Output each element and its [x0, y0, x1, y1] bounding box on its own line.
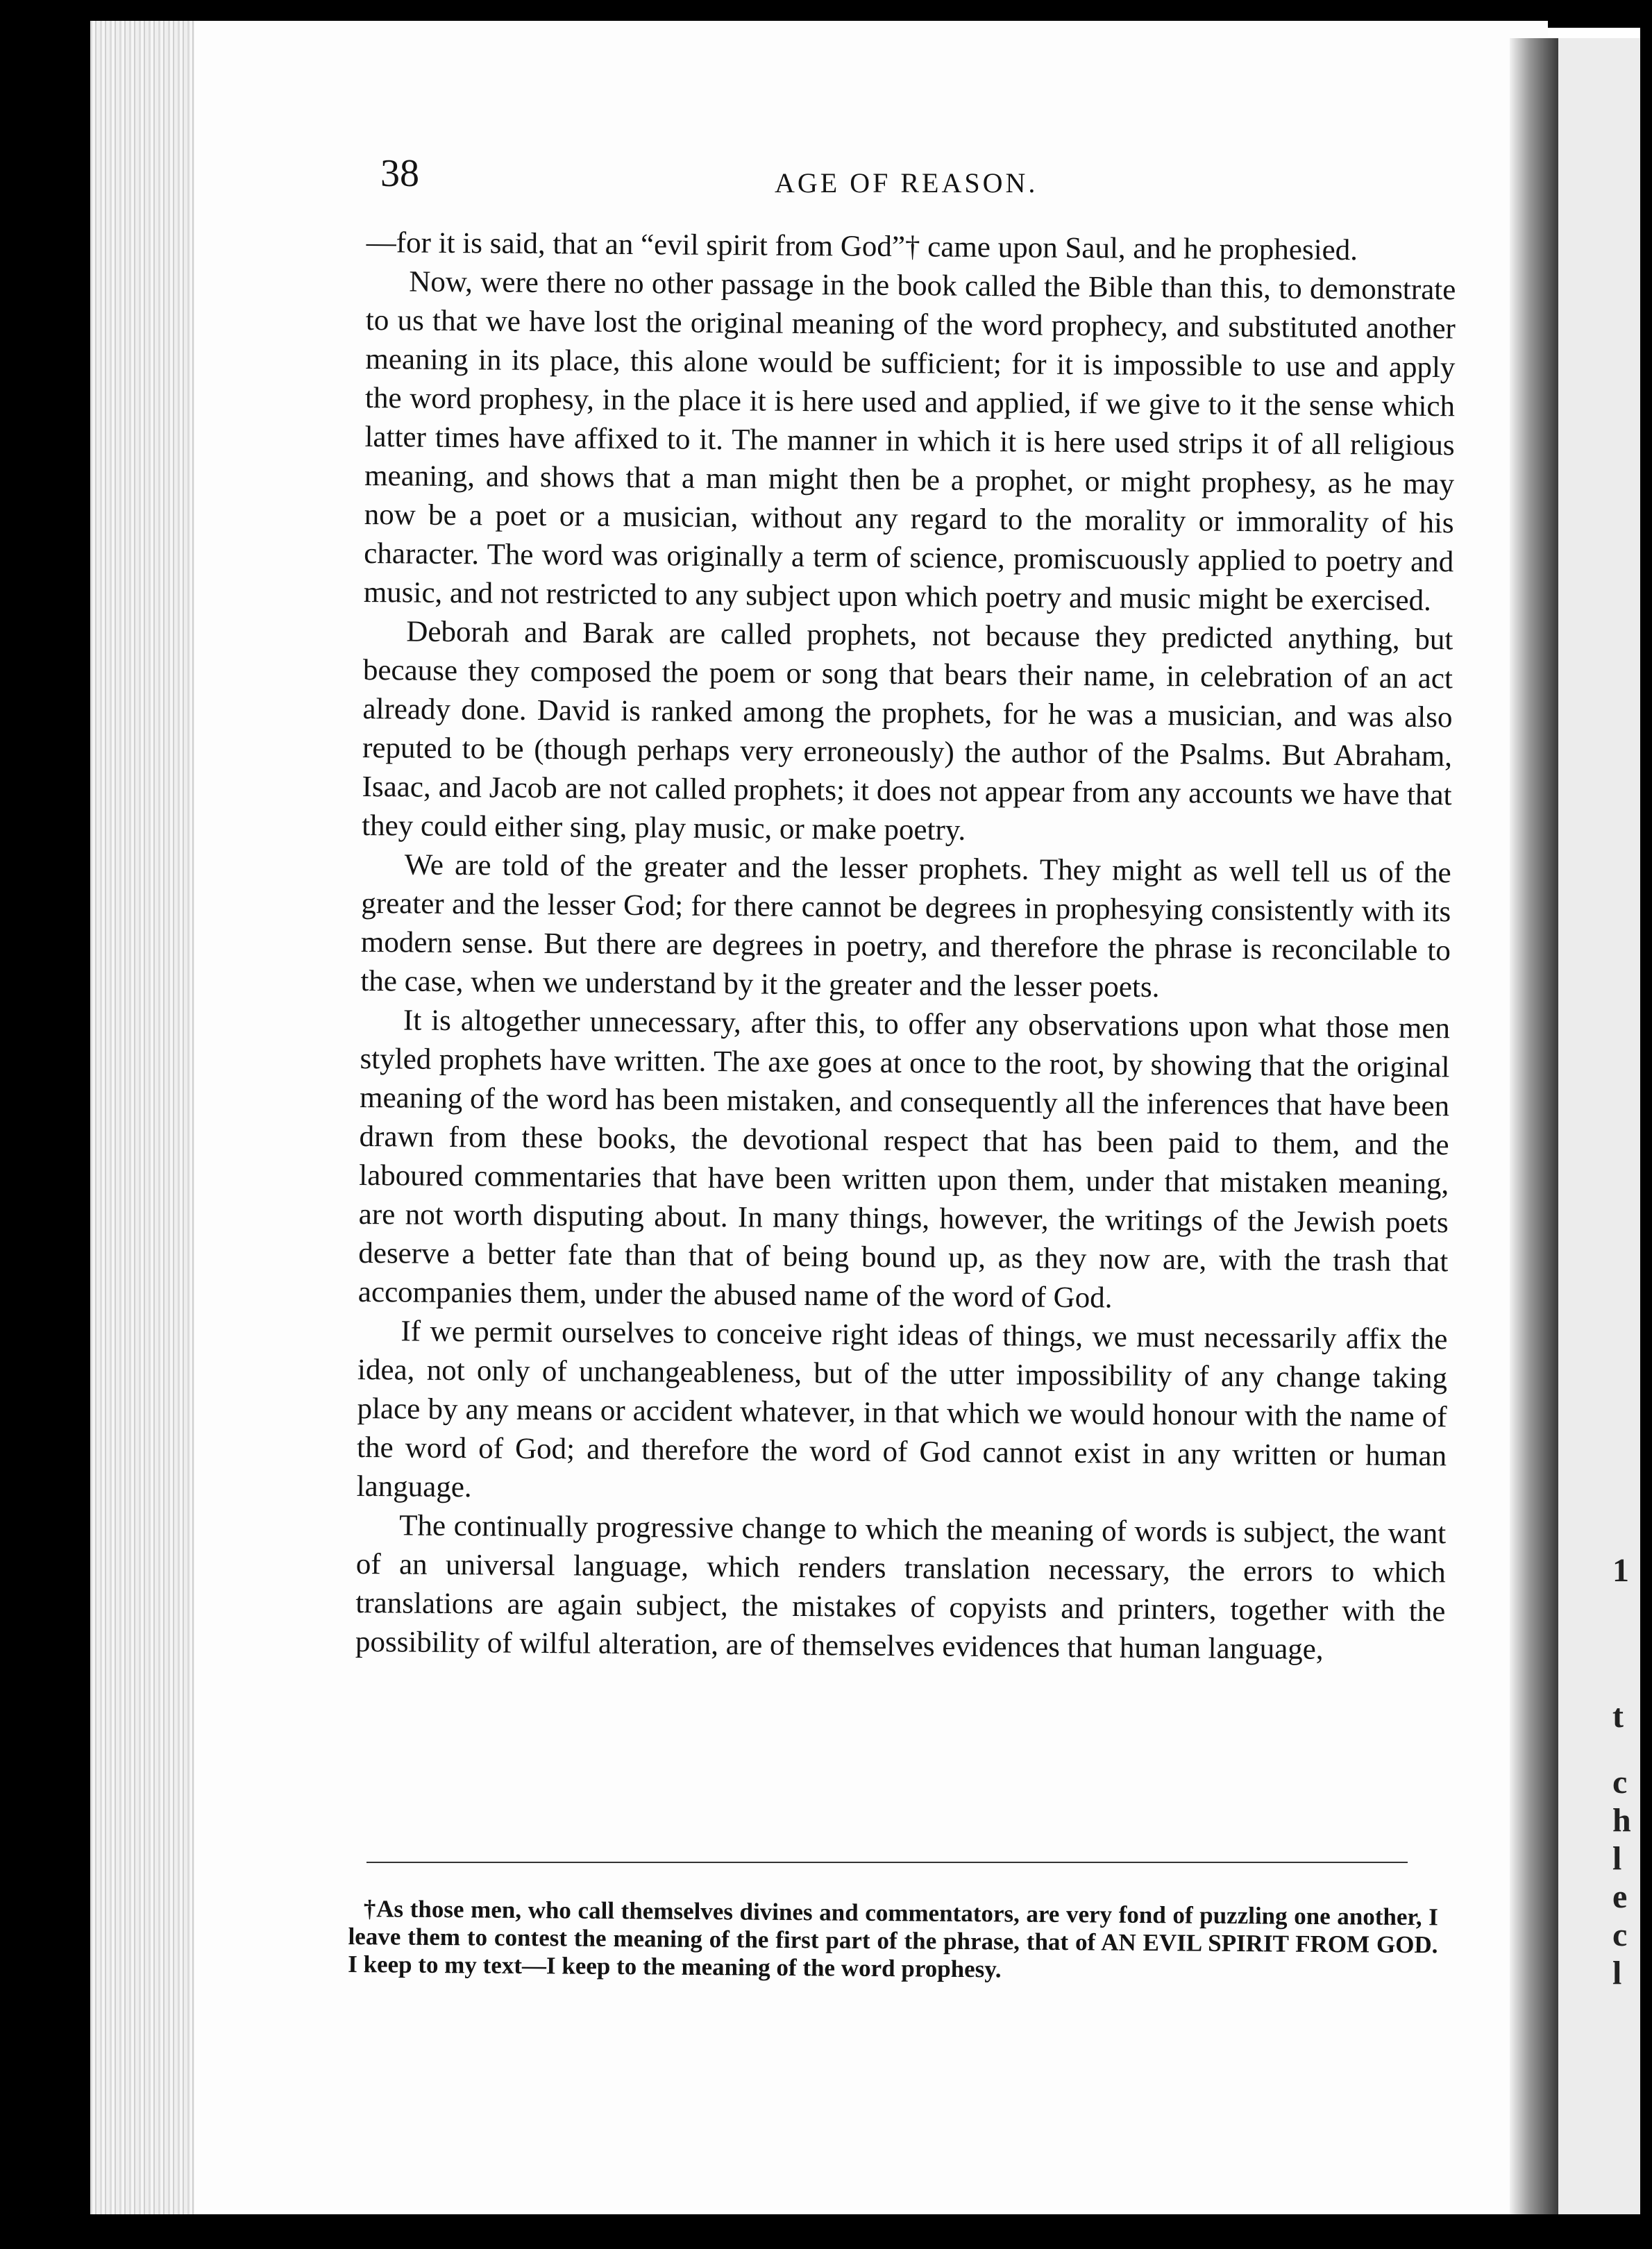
scan-border-right	[1640, 0, 1652, 2249]
facing-page-fragment: l	[1612, 1840, 1622, 1877]
paragraph: If we permit ourselves to conceive right ideas of things, we must necessarily affix the idea, not only of unchangeableness, but of the utter impossibility of any change taking place by any means or accident whatever, in that which we would honour with the name of the word of God; and therefore the word of God cannot exist in any written or human language.	[356, 1315, 1448, 1504]
footnote	[348, 1895, 1438, 1987]
paragraph: Deborah and Barak are called prophets, not because they predicted anything, but because they composed the poem or song that bears their name, in celebration of an act already done. David is ranked among the prophets, for he was a musician, and was also reputed to be (though perhaps very erroneously) the author of the Psalms. But Abraham, Isaac, and Jacob are not called prophets; it does not appear from any accounts we have that they could either sing, play music, or make poetry.	[362, 615, 1453, 847]
paragraph: Now, were there no other passage in the book called the Bible than this, to demonstrate to us that we have lost the original meaning of the word prophecy, and substituted another meaning in its place, this alone would be sufficient; for it is impossible to use and apply the word prophesy, in the place it is here used and applied, if we give to it the sense which latter times have affixed to it. The manner in which it is here used strips it of all religious meaning, and shows that a man might then be a prophet, or might prophesy, as he may now be a poet or a musician, without any regard to the morality or immorality of his character. The word was originally a term of science, promiscuously applied to poetry and music, and not restricted to any subject upon which poetry and music might be exercised.	[363, 265, 1456, 618]
paragraph: We are told of the greater and the lesser prophets. They might as well tell us of the greater and the lesser God; for there cannot be degrees in prophesying consistently with its modern sense. But there are degrees in poetry, and therefore the phrase is reconcilable to the case, when we understand by it the greater and the lesser poets.	[360, 848, 1451, 1004]
facing-page-fragment: h	[1612, 1802, 1631, 1839]
scan-border-left	[0, 0, 90, 2249]
facing-page-edge	[1558, 38, 1652, 2214]
page-edges	[90, 21, 194, 2214]
paragraph: —for it is said, that an “evil spirit from God”† came upon Saul, and he prophesied.	[366, 226, 1358, 267]
facing-page-fragment: l	[1612, 1955, 1622, 1991]
footnote-text: †As those men, who call themselves divines and commentators, are very fond of puzzling one another, I leave them to contest the meaning of the first part of the phrase, that of AN EVIL SPIRIT FROM GOD. I keep to my text—I keep to the meaning of the word prophesy.	[348, 1895, 1438, 1983]
running-head: AGE OF REASON.	[775, 167, 1038, 199]
facing-page-fragment: c	[1612, 1917, 1628, 1953]
facing-page-fragment: 1	[1612, 1552, 1629, 1589]
footnote-rule	[366, 1862, 1408, 1863]
paragraph: It is altogether unnecessary, after this, to offer any observations upon what those men styled prophets have written. The axe goes at once to the root, by showing that the original meaning of the word has been mistaken, and consequently all the inferences that have been drawn from these books, the devotional respect that has been paid to them, and the laboured commentaries that have been written upon them, under that mistaken meaning, are not worth disputing about. In many things, however, the writings of the Jewish poets deserve a better fate than that of being bound up, as they now are, with the trash that accompanies them, under the abused name of the word of God.	[357, 1004, 1451, 1315]
facing-page-fragment: c	[1612, 1764, 1628, 1801]
paragraph: The continually progressive change to which the meaning of words is subject, the want of an universal language, which renders translation necessary, the errors to which translations are again subject, the mistakes of copyists and printers, together with the possibility of wilful alteration, are of themselves evidences that human language,	[355, 1509, 1447, 1666]
facing-page-fragment: t	[1612, 1698, 1624, 1735]
book-gutter	[1510, 38, 1558, 2214]
body-text	[355, 224, 1456, 1670]
facing-page-fragment: e	[1612, 1878, 1628, 1915]
page-number: 38	[380, 152, 419, 195]
scan-border-bottom	[0, 2214, 1652, 2249]
